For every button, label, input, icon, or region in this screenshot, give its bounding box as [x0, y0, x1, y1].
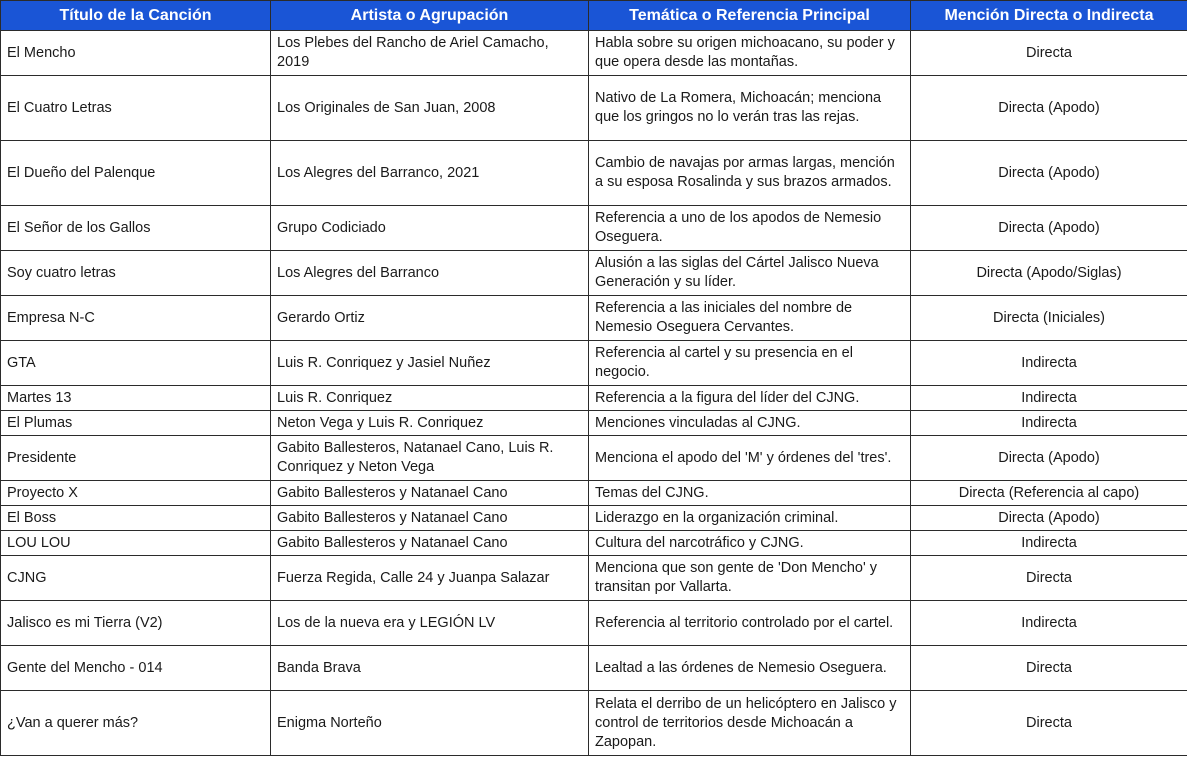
song-theme: Liderazgo en la organización criminal. [589, 506, 911, 531]
song-artist: Los Originales de San Juan, 2008 [271, 76, 589, 141]
table-header [1, 1, 1187, 31]
song-title: CJNG [1, 556, 271, 601]
song-theme: Temas del CJNG. [589, 481, 911, 506]
header-row [1, 1, 1187, 31]
song-title: Jalisco es mi Tierra (V2) [1, 601, 271, 646]
header-mention: Mención Directa o Indirecta [911, 1, 1187, 31]
song-title: El Señor de los Gallos [1, 206, 271, 251]
song-artist: Enigma Norteño [271, 691, 589, 756]
table-row [1, 206, 1187, 251]
song-title: GTA [1, 341, 271, 386]
table-row [1, 646, 1187, 691]
song-mention: Directa [911, 31, 1187, 76]
song-mention: Directa (Apodo) [911, 76, 1187, 141]
song-mention: Directa (Apodo/Siglas) [911, 251, 1187, 296]
song-theme: Relata el derribo de un helicóptero en Jalisco y control de territorios desde Michoacán a Zapopan. [589, 691, 911, 756]
song-artist: Grupo Codiciado [271, 206, 589, 251]
song-artist: Banda Brava [271, 646, 589, 691]
song-artist: Gabito Ballesteros, Natanael Cano, Luis R. Conriquez y Neton Vega [271, 436, 589, 481]
song-title: Empresa N-C [1, 296, 271, 341]
song-theme: Referencia a las iniciales del nombre de Nemesio Oseguera Cervantes. [589, 296, 911, 341]
table-row [1, 531, 1187, 556]
table-row [1, 341, 1187, 386]
table-row [1, 556, 1187, 601]
song-artist: Gabito Ballesteros y Natanael Cano [271, 481, 589, 506]
song-mention: Indirecta [911, 531, 1187, 556]
song-theme: Menciona el apodo del 'M' y órdenes del 'tres'. [589, 436, 911, 481]
song-title: Soy cuatro letras [1, 251, 271, 296]
song-mention: Indirecta [911, 411, 1187, 436]
song-artist: Fuerza Regida, Calle 24 y Juanpa Salazar [271, 556, 589, 601]
song-title: Proyecto X [1, 481, 271, 506]
song-mention: Indirecta [911, 386, 1187, 411]
song-theme: Referencia al cartel y su presencia en el negocio. [589, 341, 911, 386]
song-artist: Los Alegres del Barranco [271, 251, 589, 296]
table-row [1, 601, 1187, 646]
song-artist: Gabito Ballesteros y Natanael Cano [271, 506, 589, 531]
table-row [1, 76, 1187, 141]
song-title: Martes 13 [1, 386, 271, 411]
song-mention: Directa (Referencia al capo) [911, 481, 1187, 506]
song-theme: Menciona que son gente de 'Don Mencho' y transitan por Vallarta. [589, 556, 911, 601]
song-mention: Directa (Apodo) [911, 206, 1187, 251]
song-theme: Alusión a las siglas del Cártel Jalisco Nueva Generación y su líder. [589, 251, 911, 296]
song-artist: Los Plebes del Rancho de Ariel Camacho, 2019 [271, 31, 589, 76]
song-theme: Cambio de navajas por armas largas, mención a su esposa Rosalinda y sus brazos armados. [589, 141, 911, 206]
song-title: El Boss [1, 506, 271, 531]
song-theme: Lealtad a las órdenes de Nemesio Oseguera. [589, 646, 911, 691]
song-theme: Menciones vinculadas al CJNG. [589, 411, 911, 436]
song-title: El Dueño del Palenque [1, 141, 271, 206]
song-artist: Los Alegres del Barranco, 2021 [271, 141, 589, 206]
table-row [1, 506, 1187, 531]
song-theme: Referencia a uno de los apodos de Nemesio Oseguera. [589, 206, 911, 251]
table-row [1, 31, 1187, 76]
song-mention: Directa [911, 556, 1187, 601]
table-row [1, 296, 1187, 341]
table-row [1, 411, 1187, 436]
table-row [1, 386, 1187, 411]
song-artist: Luis R. Conriquez y Jasiel Nuñez [271, 341, 589, 386]
header-theme: Temática o Referencia Principal [589, 1, 911, 31]
song-mention: Indirecta [911, 601, 1187, 646]
song-title: El Mencho [1, 31, 271, 76]
song-theme: Habla sobre su origen michoacano, su poder y que opera desde las montañas. [589, 31, 911, 76]
song-artist: Luis R. Conriquez [271, 386, 589, 411]
header-title: Título de la Canción [1, 1, 271, 31]
song-artist: Gabito Ballesteros y Natanael Cano [271, 531, 589, 556]
song-artist: Gerardo Ortiz [271, 296, 589, 341]
song-mention: Indirecta [911, 341, 1187, 386]
song-title: Presidente [1, 436, 271, 481]
song-mention: Directa (Apodo) [911, 141, 1187, 206]
song-theme: Referencia a la figura del líder del CJNG. [589, 386, 911, 411]
song-artist: Los de la nueva era y LEGIÓN LV [271, 601, 589, 646]
song-title: El Plumas [1, 411, 271, 436]
header-artist: Artista o Agrupación [271, 1, 589, 31]
table-body [1, 31, 1187, 756]
song-theme: Cultura del narcotráfico y CJNG. [589, 531, 911, 556]
song-mention: Directa [911, 646, 1187, 691]
song-theme: Referencia al territorio controlado por el cartel. [589, 601, 911, 646]
song-mention: Directa (Apodo) [911, 436, 1187, 481]
song-mention: Directa [911, 691, 1187, 756]
song-title: LOU LOU [1, 531, 271, 556]
table-row [1, 691, 1187, 756]
song-title: ¿Van a querer más? [1, 691, 271, 756]
song-title: El Cuatro Letras [1, 76, 271, 141]
song-mention: Directa (Apodo) [911, 506, 1187, 531]
table-row [1, 481, 1187, 506]
table-row [1, 141, 1187, 206]
song-mention: Directa (Iniciales) [911, 296, 1187, 341]
song-artist: Neton Vega y Luis R. Conriquez [271, 411, 589, 436]
table-row [1, 251, 1187, 296]
song-theme: Nativo de La Romera, Michoacán; menciona que los gringos no lo verán tras las rejas. [589, 76, 911, 141]
table-row [1, 436, 1187, 481]
song-title: Gente del Mencho - 014 [1, 646, 271, 691]
